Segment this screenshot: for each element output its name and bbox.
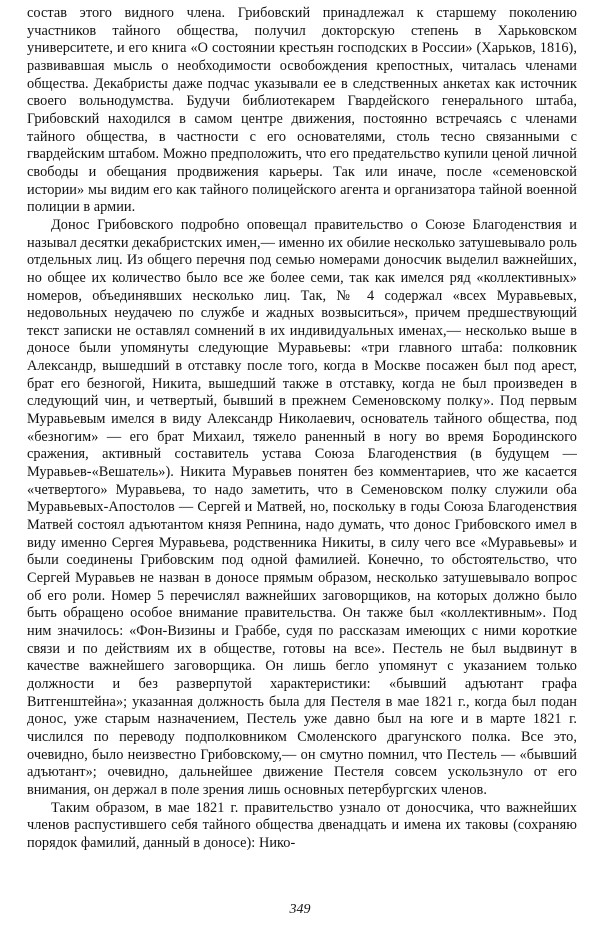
paragraph-continuation: состав этого видного члена. Грибовский принадлежал к старшему поколению участников тайного общества, получил докторскую степень в Харьковском университете, и его книга «О состоянии крестьян господских в России» (Харьков, 1816), развивавшая мысль о необходимости освобождения крепостных, читалась членами общества. Декабристы даже подчас указывали ее в следственных анкетах как источник своего вольнодумства. Будучи библиотекарем Гвардейского генерального штаба, Грибовский находился в самом центре движения, постоянно встречаясь с членами тайного общества, в частности с его основателями, столь тесно связанными с гвардейским штабом. Можно предположить, что его предательство купили ценой личной свободы и обещания продвижения карьеры. Так или иначе, после «семеновской истории» мы видим его как тайного полицейского агента и организатора тайной военной полиции в армии. [27, 5, 577, 216]
page-number: 349 [289, 902, 311, 917]
paragraph-conclusion: Таким образом, в мае 1821 г. правительство узнало от доносчика, что важнейших членов распустившего себя тайного общества двенадцать и имена их таковы (сохраняю порядок фамилий, данный в доносе): Нико- [27, 799, 577, 851]
book-page [27, 5, 577, 853]
paragraph-donos: Донос Грибовского подробно оповещал правительство о Союзе Благоденствия и называл десятки декабристских имен,— именно их обилие несколько затушевывало роль отдельных лиц. Из общего перечня под семью номерами доносчик выделил важнейших, но общее их количество было все же более семи, так как имелся ряд «коллективных» номеров, объединявших несколько лиц. Так, № 4 содержал «всех Муравьевых, недовольных неудачею по службе и жадных возвыситься», причем предшествующий текст записки не оставлял сомнений в их индивидуальных именах,— несколько выше в доносе были упомянуты следующие Муравьевы: «три главного штаба: полковник Александр, вышедший в отставку после того, когда в Москве посажен был под арест, брат его безногой, Никита, вышедший также в отставку, когда не был произведен в следующий чин, и четвертый, бывший в прежнем Семеновскому полку». Под первым Муравьевым имелся в виду Александр Николаевич, основатель тайного общества, под «безногим» — его брат Михаил, тяжело раненный в ногу во время Бородинского сражения, активный составитель устава Союза Благоденствия (в будущем — Муравьев-«Вешатель»). Никита Муравьев понятен без комментариев, что же касается «четвертого» Муравьева, то надо заметить, что в Семеновском полку служили оба Муравьевых-Апостолов — Сергей и Матвей, но, поскольку в годы Союза Благоденствия Матвей состоял адъютантом князя Репнина, надо думать, что донос Грибовского имел в виду именно Сергея Муравьева, родственника Никиты, в силу чего все «Муравьевы» и были соединены Грибовским под одной фамилией. Конечно, то обстоятельство, что Сергей Муравьев не назван в доносе прямым образом, несколько затушевывало вопрос об его роли. Номер 5 перечислял важнейших заговорщиков, на которых должно было быть обращено особое внимание правительства. Он также был «коллективным». Под ним значилось: «Фон-Визины и Граббе, судя по рассказам имеющих с ними короткие связи и по действиям их в обществе, готовы на все». Пестель не был выдвинут в качестве важнейшего заговорщика. Он лишь бегло упомянут с указанием только должности и без разверпутой характеристики: «бывший адъютант графа Витгенштейна»; указанная должность была для Пестеля в мае 1821 г., когда был подан донос, уже старым назначением, Пестель уже давно был на юге и в марте 1821 г. числился по переводу подполковником Смоленского драгунского полка. Все это, очевидно, было неизвестно Грибовскому,— он смутно помнил, что Пестель — «бывший адъютант»; очевидно, дальнейшее движение Пестеля совсем ускользнуло от его внимания, он держал в поле зрения лишь основных петербургских членов. [27, 216, 577, 798]
